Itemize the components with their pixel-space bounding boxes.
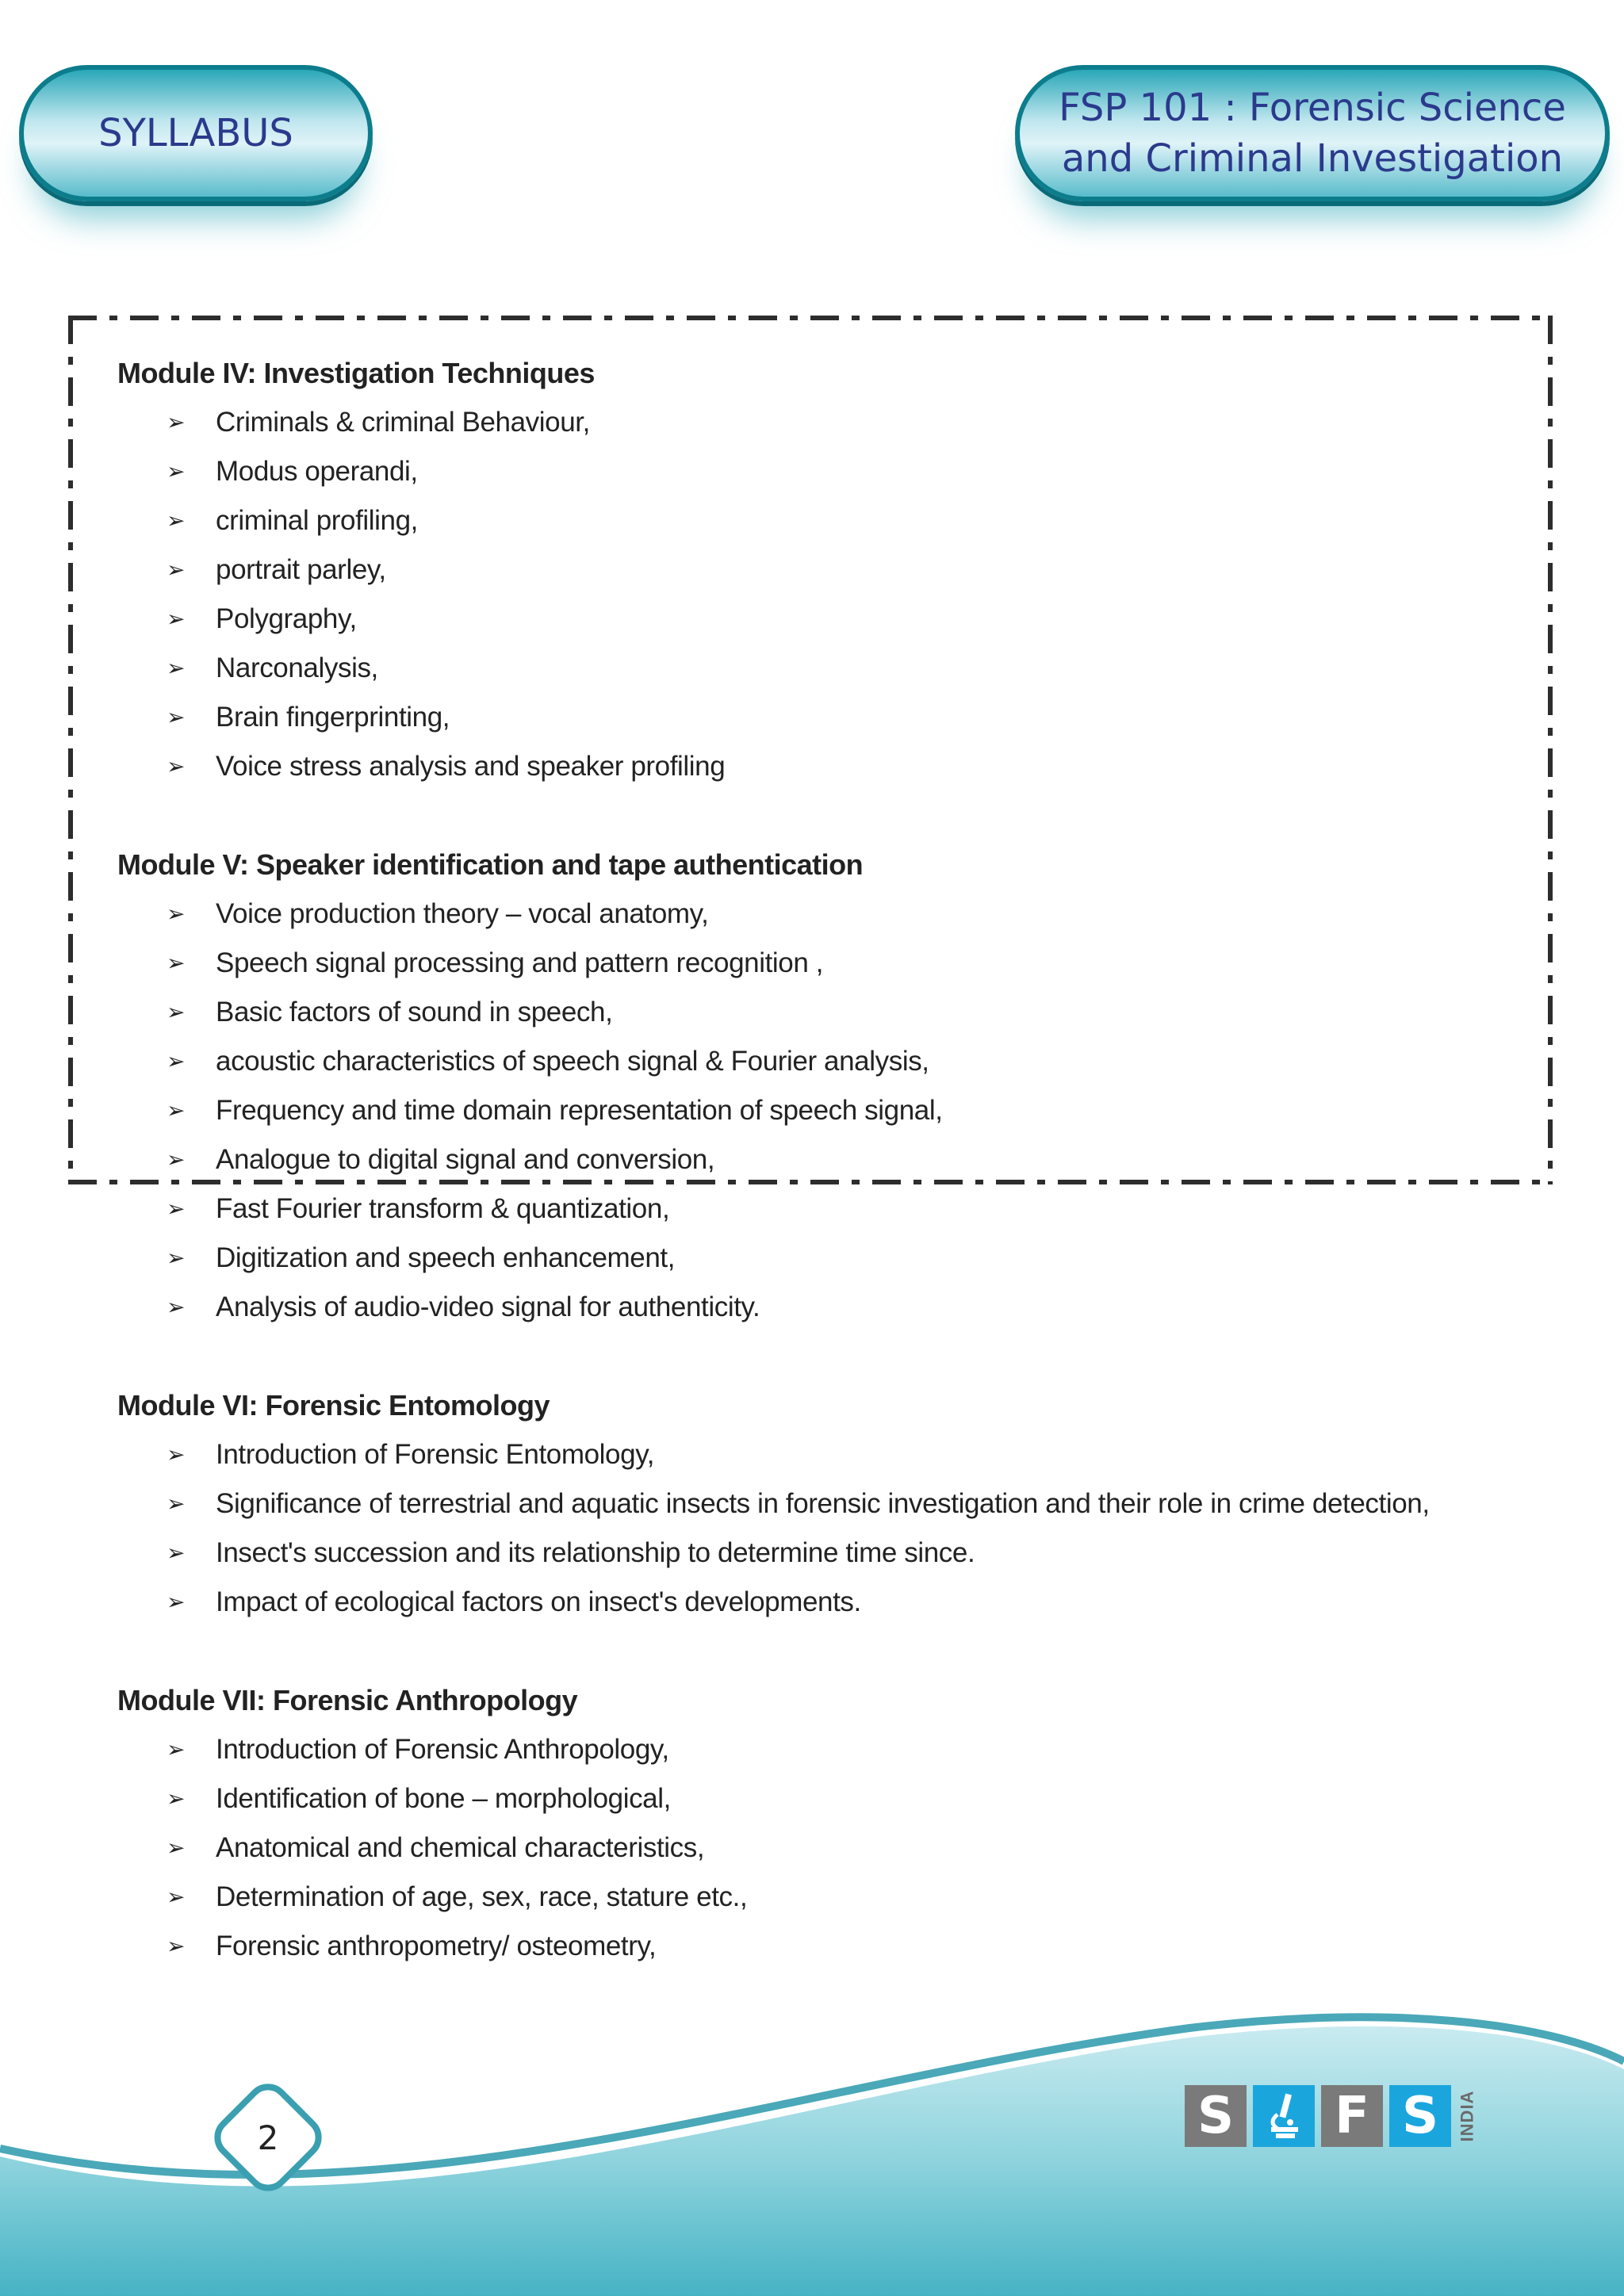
module-v xyxy=(117,840,1553,1332)
module-items xyxy=(117,398,1553,791)
course-title-line1: FSP 101 : Forensic Science xyxy=(1059,86,1566,130)
list-item: ➢ Significance of terrestrial and aquatic insects in forensic investigation and their role in crime detection, xyxy=(117,1479,1553,1529)
list-item: ➢ Impact of ecological factors on insect's developments. xyxy=(117,1578,1553,1627)
arrow-bullet-icon: ➢ xyxy=(167,1590,186,1614)
arrow-bullet-icon: ➢ xyxy=(167,1885,186,1909)
arrow-bullet-icon: ➢ xyxy=(167,1000,186,1024)
list-item: ➢ Analysis of audio-video signal for authenticity. xyxy=(117,1283,1553,1332)
list-item: ➢ Digitization and speech enhancement, xyxy=(117,1234,1553,1283)
arrow-bullet-icon: ➢ xyxy=(167,607,186,631)
course-title-line2: and Criminal Investigation xyxy=(1061,136,1564,181)
arrow-bullet-icon: ➢ xyxy=(167,705,186,729)
list-item: ➢ Voice stress analysis and speaker profiling xyxy=(117,742,1553,791)
module-items xyxy=(117,1430,1553,1627)
list-item: ➢ Insect's succession and its relationship to determine time since. xyxy=(117,1529,1553,1578)
arrow-bullet-icon: ➢ xyxy=(167,1147,186,1172)
arrow-bullet-icon: ➢ xyxy=(167,951,186,975)
arrow-bullet-icon: ➢ xyxy=(167,1737,186,1762)
arrow-bullet-icon: ➢ xyxy=(167,1786,186,1811)
syllabus-label: SYLLABUS xyxy=(98,111,293,155)
list-item: ➢ Anatomical and chemical characteristics, xyxy=(117,1823,1553,1873)
list-item: ➢ acoustic characteristics of speech signal & Fourier analysis, xyxy=(117,1037,1553,1086)
module-title: Module IV: Investigation Techniques xyxy=(117,357,595,389)
list-item: ➢ Introduction of Forensic Anthropology, xyxy=(117,1725,1553,1774)
list-item: ➢ Analogue to digital signal and conversion, xyxy=(117,1135,1553,1184)
arrow-bullet-icon: ➢ xyxy=(167,1295,186,1319)
arrow-bullet-icon: ➢ xyxy=(167,1049,186,1073)
logo-tile-f: F xyxy=(1321,2085,1383,2147)
list-item: ➢ Identification of bone – morphological, xyxy=(117,1774,1553,1823)
list-item: ➢ Determination of age, sex, race, stature etc., xyxy=(117,1873,1553,1922)
list-item: ➢ Modus operandi, xyxy=(117,447,1553,496)
arrow-bullet-icon: ➢ xyxy=(167,557,186,582)
list-item: ➢ Forensic anthropometry/ osteometry, xyxy=(117,1922,1553,1971)
list-item: ➢ Narconalysis, xyxy=(117,644,1553,693)
syllabus-badge xyxy=(19,65,373,201)
module-title: Module V: Speaker identification and tape authentication xyxy=(117,848,864,881)
list-item: ➢ Fast Fourier transform & quantization, xyxy=(117,1184,1553,1234)
course-title-badge xyxy=(1015,65,1610,201)
arrow-bullet-icon: ➢ xyxy=(167,656,186,680)
arrow-bullet-icon: ➢ xyxy=(167,1540,186,1565)
list-item: ➢ portrait parley, xyxy=(117,545,1553,595)
list-item: ➢ Frequency and time domain representation of speech signal, xyxy=(117,1086,1553,1135)
list-item: ➢ Basic factors of sound in speech, xyxy=(117,988,1553,1037)
microscope-icon xyxy=(1260,2091,1308,2141)
list-item: ➢ Brain fingerprinting, xyxy=(117,693,1553,742)
module-title: Module VII: Forensic Anthropology xyxy=(117,1684,578,1716)
module-vii xyxy=(117,1676,1553,1971)
logo-tile-s: S xyxy=(1185,2085,1247,2147)
arrow-bullet-icon: ➢ xyxy=(167,1196,186,1221)
arrow-bullet-icon: ➢ xyxy=(167,459,186,484)
arrow-bullet-icon: ➢ xyxy=(167,1934,186,1958)
syllabus-content-box xyxy=(63,311,1557,1961)
list-item: ➢ Polygraphy, xyxy=(117,595,1553,644)
arrow-bullet-icon: ➢ xyxy=(167,1246,186,1270)
list-item: ➢ Speech signal processing and pattern recognition , xyxy=(117,939,1553,988)
list-item: ➢ Introduction of Forensic Entomology, xyxy=(117,1430,1553,1479)
arrow-bullet-icon: ➢ xyxy=(167,901,186,926)
list-item: ➢ criminal profiling, xyxy=(117,496,1553,545)
arrow-bullet-icon: ➢ xyxy=(167,508,186,533)
arrow-bullet-icon: ➢ xyxy=(167,410,186,434)
arrow-bullet-icon: ➢ xyxy=(167,1442,186,1467)
arrow-bullet-icon: ➢ xyxy=(167,1491,186,1516)
logo-india-label: INDIA xyxy=(1457,2090,1477,2142)
module-title: Module VI: Forensic Entomology xyxy=(117,1389,550,1422)
arrow-bullet-icon: ➢ xyxy=(167,1098,186,1123)
arrow-bullet-icon: ➢ xyxy=(167,1835,186,1860)
module-vi xyxy=(117,1381,1553,1627)
list-item: ➢ Voice production theory – vocal anatomy, xyxy=(117,890,1553,939)
logo-tile-microscope xyxy=(1253,2085,1315,2147)
page-number: 2 xyxy=(257,2118,279,2157)
module-iv xyxy=(117,349,1553,791)
arrow-bullet-icon: ➢ xyxy=(167,754,186,779)
module-items xyxy=(117,1725,1553,1971)
list-item: ➢ Criminals & criminal Behaviour, xyxy=(117,398,1553,447)
module-items xyxy=(117,890,1553,1332)
sifs-india-logo xyxy=(1185,2085,1477,2153)
logo-tile-s2: S xyxy=(1389,2085,1451,2147)
